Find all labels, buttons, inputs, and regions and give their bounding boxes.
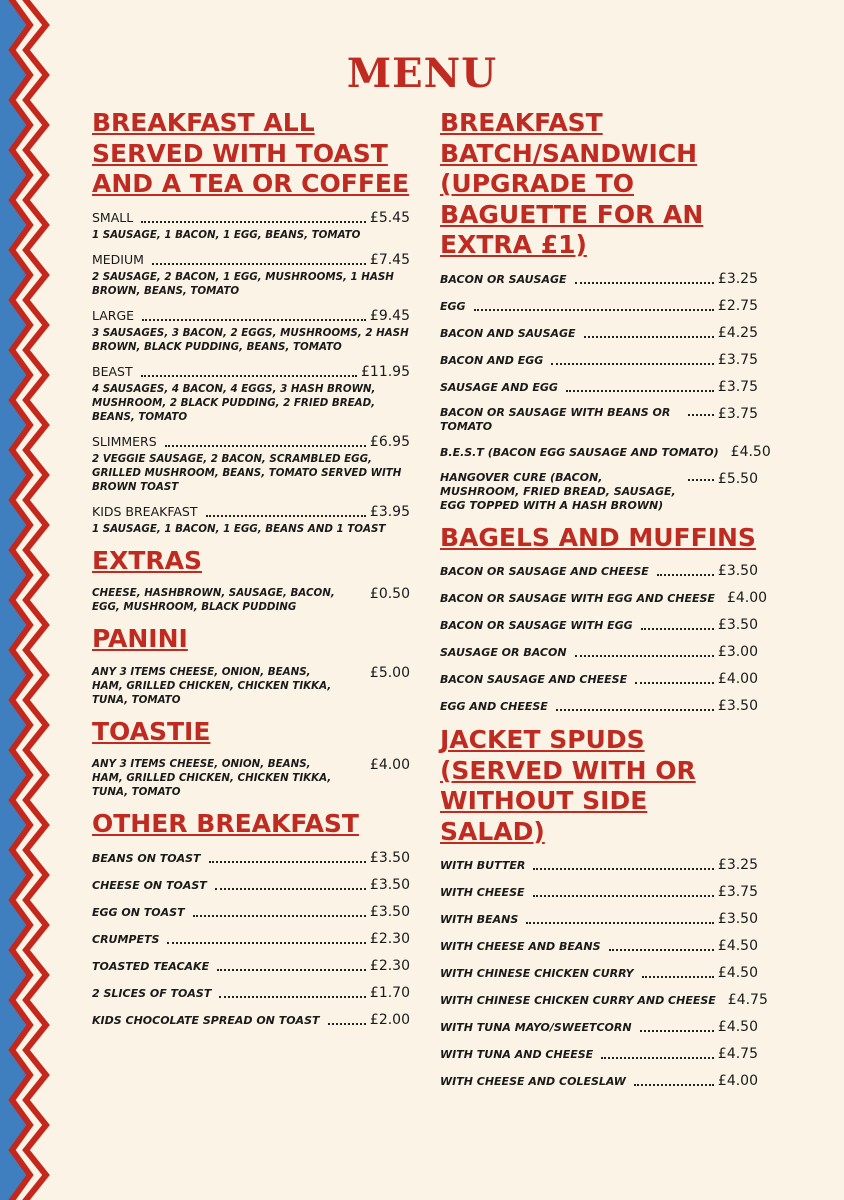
menu-item-small	[92, 210, 410, 242]
item-price: £3.95	[369, 503, 410, 520]
menu-item	[92, 958, 410, 985]
menu-item-panini	[92, 665, 410, 707]
dot-leader	[167, 942, 365, 944]
dot-leader	[601, 1057, 714, 1059]
menu-item	[440, 644, 758, 671]
dot-leader	[141, 221, 366, 223]
dot-leader	[688, 414, 714, 416]
item-description: 4 SAUSAGES, 4 BACON, 4 EGGS, 3 HASH BROWN, MUSHROOM, 2 BLACK PUDDING, 2 FRIED BREAD, BEANS, TOMATO	[92, 382, 376, 423]
item-name: BACON AND EGG	[440, 353, 544, 367]
dot-leader	[526, 922, 714, 924]
menu-item	[440, 298, 758, 325]
dot-leader	[635, 682, 714, 684]
menu-item	[92, 1012, 410, 1039]
dot-leader	[609, 949, 714, 951]
menu-item	[440, 938, 758, 965]
dot-leader	[215, 888, 366, 890]
item-price: £5.00	[369, 664, 410, 681]
menu-item	[440, 698, 758, 725]
item-name: WITH CHINESE CHICKEN CURRY AND CHEESE	[440, 994, 716, 1007]
menu-item-extras	[92, 586, 410, 614]
dot-leader	[328, 1023, 366, 1025]
item-description: 1 SAUSAGE, 1 BACON, 1 EGG, BEANS, TOMATO	[92, 228, 361, 241]
item-price: £3.50	[369, 849, 410, 866]
left-column	[92, 108, 410, 1039]
section-title-bagels-muffins: BAGELS AND MUFFINS	[440, 522, 756, 552]
dot-leader	[217, 969, 366, 971]
item-price: £2.30	[369, 930, 410, 947]
item-price: £2.00	[369, 1011, 410, 1028]
item-price: £4.00	[726, 590, 768, 606]
item-name: EGG AND CHEESE	[440, 700, 548, 713]
dot-leader	[152, 263, 366, 265]
dot-leader	[219, 996, 366, 998]
item-name: CHEESE ON TOAST	[92, 878, 207, 892]
item-name: SLIMMERS	[92, 433, 157, 449]
item-name: HANGOVER CURE (BACON, MUSHROOM, FRIED BREAD, SAUSAGE, EGG TOPPED WITH A HASH BROWN)	[440, 470, 676, 512]
menu-item-beast	[92, 364, 410, 424]
menu-item	[440, 671, 758, 698]
item-price: £3.50	[717, 563, 758, 579]
dot-leader	[551, 363, 714, 365]
dot-leader	[642, 976, 714, 978]
menu-item-toastie	[92, 757, 410, 799]
item-name: BACON AND SAUSAGE	[440, 326, 576, 340]
item-name: WITH CHEESE AND BEANS	[440, 940, 601, 953]
item-name: BACON OR SAUSAGE AND CHEESE	[440, 565, 649, 578]
item-name: WITH BEANS	[440, 913, 519, 926]
menu-item	[440, 992, 768, 1019]
item-price: £6.95	[369, 433, 410, 450]
item-price: £3.75	[717, 884, 758, 900]
section-title-other-breakfast: OTHER BREAKFAST	[92, 809, 359, 838]
item-name: B.E.S.T (BACON EGG SAUSAGE AND TOMATO)	[440, 445, 719, 459]
dot-leader	[474, 309, 714, 311]
dot-leader	[566, 390, 714, 392]
item-name: WITH TUNA AND CHEESE	[440, 1048, 594, 1061]
dot-leader	[688, 479, 714, 481]
menu-item-large	[92, 308, 410, 354]
item-price: £3.50	[717, 617, 758, 633]
item-price: £4.50	[717, 1019, 758, 1035]
item-name: WITH BUTTER	[440, 859, 526, 872]
item-price: £4.50	[717, 938, 758, 954]
item-description: CHEESE, HASHBROWN, SAUSAGE, BACON, EGG, MUSHROOM, BLACK PUDDING	[92, 587, 335, 613]
item-price: £11.95	[361, 363, 410, 380]
item-description: ANY 3 ITEMS CHEESE, ONION, BEANS, HAM, GRILLED CHICKEN, CHICKEN TIKKA, TUNA, TOMATO	[92, 665, 332, 706]
menu-item	[92, 904, 410, 931]
menu-item	[440, 884, 758, 911]
menu-item	[440, 379, 758, 406]
item-price: £3.75	[717, 378, 758, 395]
item-name: WITH CHEESE AND COLESLAW	[440, 1075, 626, 1088]
item-name: EGG	[440, 299, 466, 313]
section-title-panini: PANINI	[92, 624, 188, 653]
item-description: 1 SAUSAGE, 1 BACON, 1 EGG, BEANS AND 1 TOAST	[92, 522, 386, 535]
item-price: £9.45	[369, 307, 410, 324]
item-price: £3.50	[717, 698, 758, 714]
item-name: MEDIUM	[92, 251, 144, 267]
section-title-breakfast: BREAKFAST ALL SERVED WITH TOAST AND A TEA OR COFFEE	[92, 108, 410, 198]
item-name: WITH TUNA MAYO/SWEETCORN	[440, 1021, 632, 1034]
menu-item	[440, 1019, 758, 1046]
item-name: SAUSAGE OR BACON	[440, 646, 567, 659]
dot-leader	[533, 895, 714, 897]
section-title-toastie: TOASTIE	[92, 716, 211, 746]
item-price: £0.50	[369, 586, 410, 602]
item-name: TOASTED TEACAKE	[92, 959, 210, 973]
dot-leader	[165, 445, 366, 447]
item-price: £3.25	[717, 270, 758, 287]
item-name: KIDS BREAKFAST	[92, 503, 198, 519]
menu-item	[440, 271, 758, 298]
menu-item	[440, 1046, 758, 1073]
item-price: £3.50	[369, 903, 410, 920]
menu-item	[440, 590, 768, 617]
item-price: £4.50	[717, 965, 758, 981]
item-name: BACON OR SAUSAGE WITH EGG AND CHEESE	[440, 592, 715, 605]
item-price: £3.50	[369, 876, 410, 893]
menu-item	[92, 985, 410, 1012]
dot-leader	[209, 861, 366, 863]
item-price: £2.30	[369, 957, 410, 974]
section-title-jacket-spuds: JACKET SPUDS (SERVED WITH OR WITHOUT SIDE SALAD)	[440, 725, 696, 846]
menu-item	[440, 563, 758, 590]
item-name: BEAST	[92, 363, 133, 379]
dot-leader	[641, 628, 714, 630]
item-name: KIDS CHOCOLATE SPREAD ON TOAST	[92, 1013, 320, 1027]
dot-leader	[193, 915, 366, 917]
item-price: £5.45	[369, 209, 410, 226]
item-description: 2 SAUSAGE, 2 BACON, 1 EGG, MUSHROOMS, 1 HASH BROWN, BEANS, TOMATO	[92, 270, 394, 297]
dot-leader	[575, 282, 714, 284]
menu-item	[440, 471, 758, 513]
dot-leader	[584, 336, 714, 338]
item-price: £4.75	[727, 992, 768, 1008]
section-title-breakfast-batch: BREAKFAST BATCH/SANDWICH (UPGRADE TO BAGUETTE FOR AN EXTRA £1)	[440, 108, 704, 259]
right-column	[440, 108, 771, 1100]
menu-item	[440, 325, 758, 352]
dot-leader	[634, 1084, 714, 1086]
item-description: ANY 3 ITEMS CHEESE, ONION, BEANS, HAM, GRILLED CHICKEN, CHICKEN TIKKA, TUNA, TOMATO	[92, 758, 332, 798]
menu-item-slimmers	[92, 434, 410, 494]
item-name: SAUSAGE AND EGG	[440, 380, 558, 394]
item-price: £4.50	[730, 443, 771, 460]
item-price: £3.75	[717, 351, 758, 368]
item-name: 2 SLICES OF TOAST	[92, 986, 212, 1000]
menu-item	[440, 965, 758, 992]
item-name: BACON OR SAUSAGE	[440, 272, 567, 286]
item-name: BACON OR SAUSAGE WITH BEANS OR TOMATO	[440, 405, 671, 433]
item-description: 3 SAUSAGES, 3 BACON, 2 EGGS, MUSHROOMS, 2 HASH BROWN, BLACK PUDDING, BEANS, TOMATO	[92, 326, 409, 353]
item-description: 2 VEGGIE SAUSAGE, 2 BACON, SCRAMBLED EGG, GRILLED MUSHROOM, BEANS, TOMATO SERVED WITH BROWN TOAST	[92, 452, 402, 493]
item-price: £5.50	[717, 470, 758, 487]
item-name: BEANS ON TOAST	[92, 851, 201, 865]
item-price: £4.00	[369, 757, 410, 773]
item-name: BACON OR SAUSAGE WITH EGG	[440, 619, 633, 632]
menu-item	[440, 857, 758, 884]
item-price: £3.00	[717, 644, 758, 660]
item-price: £1.70	[369, 984, 410, 1001]
item-name: EGG ON TOAST	[92, 905, 185, 919]
menu-item-kids-breakfast	[92, 504, 410, 536]
dot-leader	[556, 709, 714, 711]
item-name: WITH CHEESE	[440, 886, 525, 899]
dot-leader	[533, 868, 714, 870]
page-title: MENU	[346, 50, 498, 97]
item-name: WITH CHINESE CHICKEN CURRY	[440, 967, 634, 980]
dot-leader	[575, 655, 714, 657]
item-price: £4.00	[717, 671, 758, 687]
menu-item-medium	[92, 252, 410, 298]
item-name: CRUMPETS	[92, 932, 160, 946]
item-price: £4.25	[717, 324, 758, 341]
item-price: £7.45	[369, 251, 410, 268]
dot-leader	[206, 515, 366, 517]
menu-item	[440, 1073, 758, 1100]
item-name: LARGE	[92, 307, 135, 323]
item-price: £4.75	[717, 1046, 758, 1062]
item-price: £3.25	[717, 857, 758, 873]
zigzag-border	[0, 0, 56, 1200]
menu-item	[440, 406, 758, 434]
menu-item	[440, 911, 758, 938]
menu-item	[92, 877, 410, 904]
menu-item	[440, 617, 758, 644]
item-price: £3.75	[717, 405, 758, 422]
dot-leader	[657, 574, 714, 576]
menu-item	[440, 443, 771, 471]
section-title-extras: EXTRAS	[92, 545, 203, 575]
dot-leader	[640, 1030, 714, 1032]
menu-item	[92, 850, 410, 877]
menu-item	[92, 931, 410, 958]
dot-leader	[142, 319, 366, 321]
item-price: £2.75	[717, 297, 758, 314]
dot-leader	[141, 375, 357, 377]
item-price: £4.00	[717, 1073, 758, 1089]
item-price: £3.50	[717, 911, 758, 927]
menu-item	[440, 352, 758, 379]
item-name: SMALL	[92, 209, 134, 225]
item-name: BACON SAUSAGE AND CHEESE	[440, 673, 628, 686]
